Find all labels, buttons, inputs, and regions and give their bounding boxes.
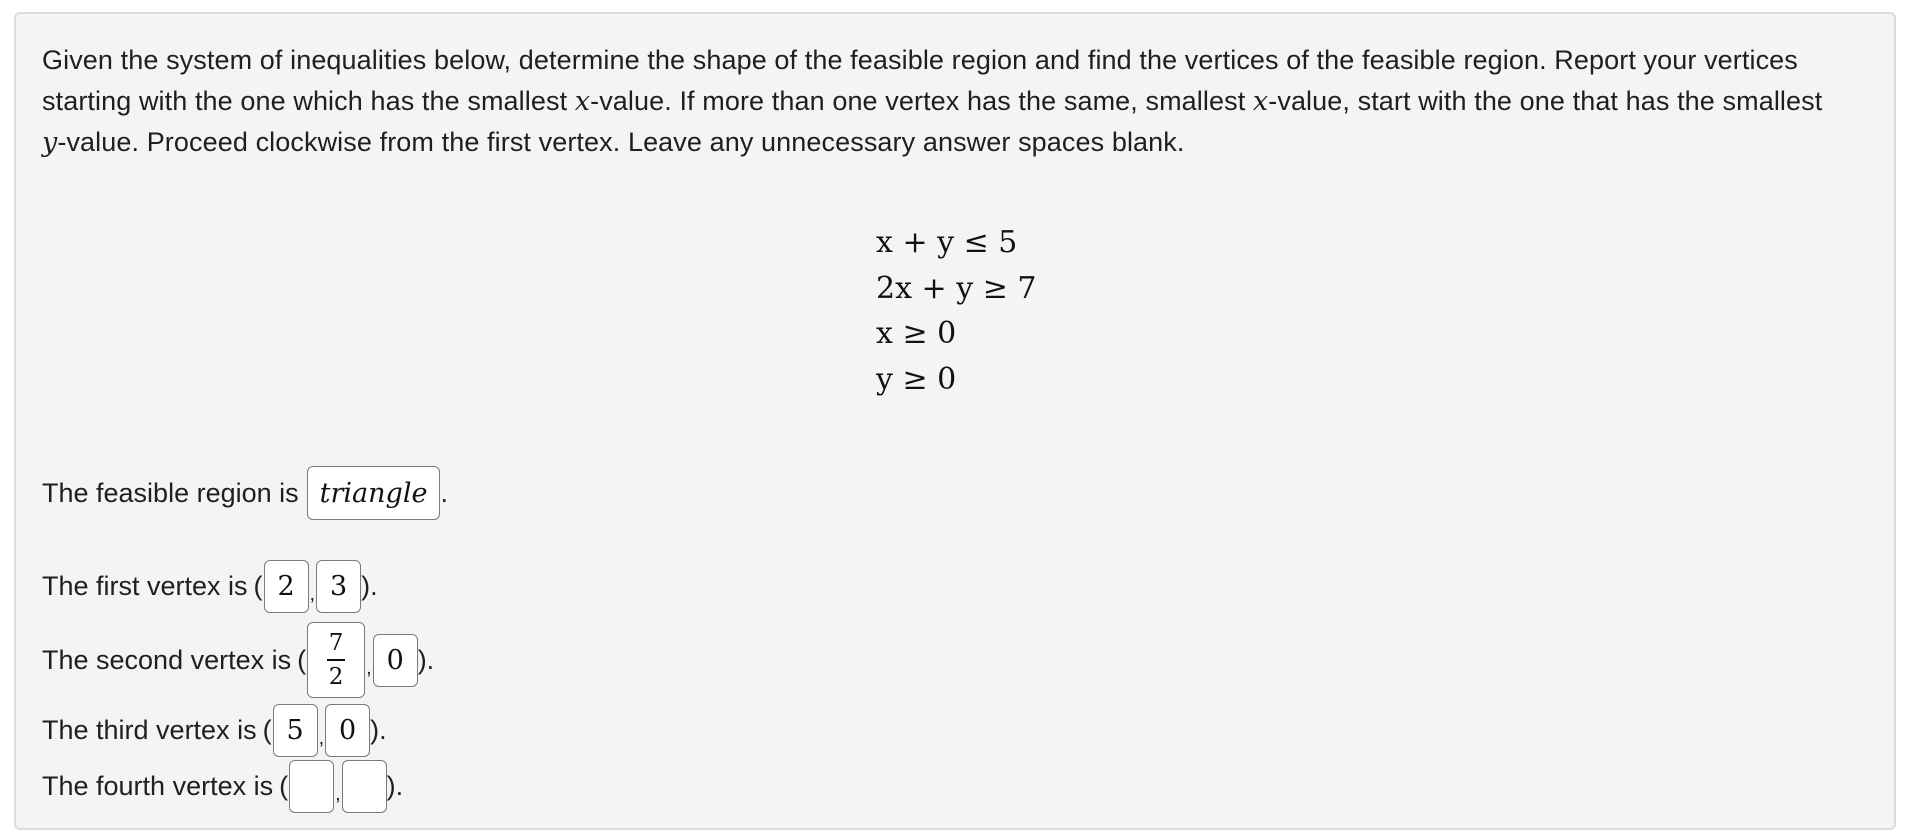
region-label: The feasible region is [42,477,299,508]
inequality-system [876,220,1036,402]
close-paren: ). [370,715,387,745]
close-paren: ). [417,644,435,675]
third-vertex-y-field[interactable]: 0 [325,704,370,757]
comma: , [335,783,341,805]
open-paren: ( [297,644,307,675]
third-vertex-label: The third vertex is [42,715,257,745]
prompt-text-3: -value, start with the one that has the smallest [1268,85,1823,116]
third-vertex-line [42,704,387,757]
first-vertex-y-field[interactable]: 3 [316,560,361,613]
open-paren: ( [279,771,289,801]
inequality-3: x ≥ 0 [876,316,957,351]
fourth-vertex-label: The fourth vertex is [42,771,274,801]
second-vertex-y-field[interactable]: 0 [373,634,418,687]
first-vertex-label: The first vertex is [42,571,248,601]
prompt-text-2: -value. If more than one vertex has the same, smallest [590,85,1253,116]
open-paren: ( [262,715,272,745]
third-vertex-x-field[interactable]: 5 [273,704,318,757]
second-vertex-line [42,622,434,698]
inequality-1: x + y ≤ 5 [876,225,1018,260]
comma: , [318,727,325,749]
region-shape-field[interactable]: triangle [307,466,441,520]
question-panel [14,12,1896,830]
fraction-bar [327,659,345,661]
first-vertex-x-field[interactable]: 2 [264,560,309,613]
question-prompt [42,40,1852,164]
first-vertex-line [42,560,378,613]
second-vertex-x-field[interactable] [307,622,365,698]
fraction-numerator: 7 [328,630,344,656]
comma: , [366,656,372,679]
prompt-text-1: Given the system of inequalities below, determine the shape of the feasible region and find the vertices of the feasible region. Report your vertices starting with the one which has the smallest [42,45,1798,116]
second-vertex-label: The second vertex is [42,644,292,675]
var-x: x [1252,85,1269,117]
comma: , [309,583,316,605]
var-x: x [574,85,591,117]
close-paren: ). [361,571,378,601]
region-answer-line [42,466,448,520]
fourth-vertex-x-field[interactable] [289,760,334,813]
fourth-vertex-y-field[interactable] [342,760,387,813]
fourth-vertex-line [42,760,403,813]
inequality-4: y ≥ 0 [876,361,957,397]
inequality-2: 2x + y ≥ 7 [876,270,1037,306]
region-period: . [440,477,448,508]
prompt-text-4: -value. Proceed clockwise from the first vertex. Leave any unnecessary answer spaces blank. [57,127,1185,157]
open-paren: ( [253,571,263,601]
close-paren: ). [386,771,404,801]
var-y: y [42,127,58,158]
fraction-denominator: 2 [328,664,344,690]
